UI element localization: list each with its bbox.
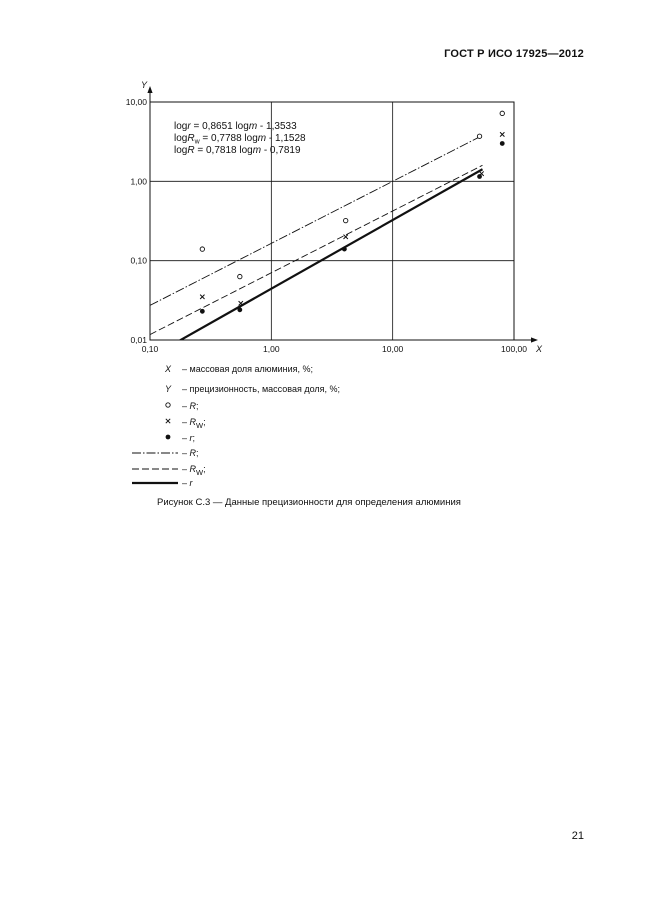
y-tick-label: 0,01 (130, 335, 147, 345)
legend-row-y (130, 382, 490, 396)
legend-text-x: – массовая доля алюминия, %; (182, 364, 314, 374)
data-point-r (500, 141, 505, 146)
y-tick-label: 0,10 (130, 255, 147, 266)
data-point-r (238, 274, 242, 278)
legend-row-r-small-line (130, 476, 490, 490)
data-point-rw (200, 295, 204, 299)
legend-symbol-x: X (165, 364, 172, 374)
legend-row-r-small-points (130, 431, 490, 445)
legend-text-r-points: – R; (182, 401, 199, 411)
page-number: 21 (571, 830, 584, 842)
legend-text-rw-line: – $R_W$; (182, 464, 206, 477)
legend-symbol-y: Y (165, 384, 172, 394)
document-standard-number: ГОСТ Р ИСО 17925—2012 (444, 48, 584, 60)
legend-row-rw-line (130, 462, 490, 476)
legend-text-r-line: – R; (182, 448, 199, 458)
legend-row-x (130, 362, 490, 376)
data-point-r (200, 247, 204, 251)
data-point-r (237, 307, 242, 312)
legend-text-rw-points: – $R_W$; (182, 417, 206, 430)
regression-equation: logR = 0,7818 logm - 0,7819 (174, 145, 301, 156)
legend-row-rw-points (130, 415, 490, 429)
dashed-line-icon (130, 462, 180, 476)
y-axis-arrowhead (147, 86, 152, 93)
dash-dot-line-icon (130, 446, 180, 460)
legend-text-r-small-line: – r (182, 478, 193, 488)
data-point-r (343, 218, 347, 222)
solid-line-icon (130, 476, 180, 490)
legend-text-r-small-points: – r; (182, 433, 196, 443)
legend-row-r-line (130, 446, 490, 460)
y-axis-label: Y (141, 80, 148, 90)
open-circle-icon (130, 399, 180, 413)
x-tick-label: 100,00 (501, 344, 527, 354)
data-point-r (200, 309, 205, 314)
data-point-r (477, 134, 481, 138)
x-axis-arrowhead (531, 337, 538, 342)
data-point-r (477, 174, 482, 179)
data-point-rw (500, 132, 504, 136)
filled-circle-icon (130, 431, 180, 445)
regression-line-r (150, 135, 482, 305)
x-tick-label: 10,00 (382, 344, 404, 354)
cross-icon (130, 415, 180, 429)
data-point-rw (343, 235, 347, 239)
regression-equation: logR$_w$ = 0,7788 logm - 1,1528 (174, 133, 306, 146)
data-point-r (500, 111, 504, 115)
regression-line-r (166, 169, 483, 348)
y-tick-label: 1,00 (130, 176, 147, 187)
y-tick-label: 10,00 (125, 97, 147, 107)
legend-text-y: – прецизионность, массовая доля, %; (182, 384, 341, 394)
x-axis-label: X (536, 344, 543, 354)
x-tick-label: 1,00 (263, 344, 280, 354)
data-point-r (342, 247, 347, 252)
legend-row-r-points (130, 399, 490, 413)
x-tick-label: 0,10 (141, 344, 159, 354)
figure-caption: Рисунок С.3 — Данные прецизионности для определения алюминия (157, 497, 461, 508)
regression-equation: logr = 0,8651 logm - 1,3533 (174, 121, 297, 132)
